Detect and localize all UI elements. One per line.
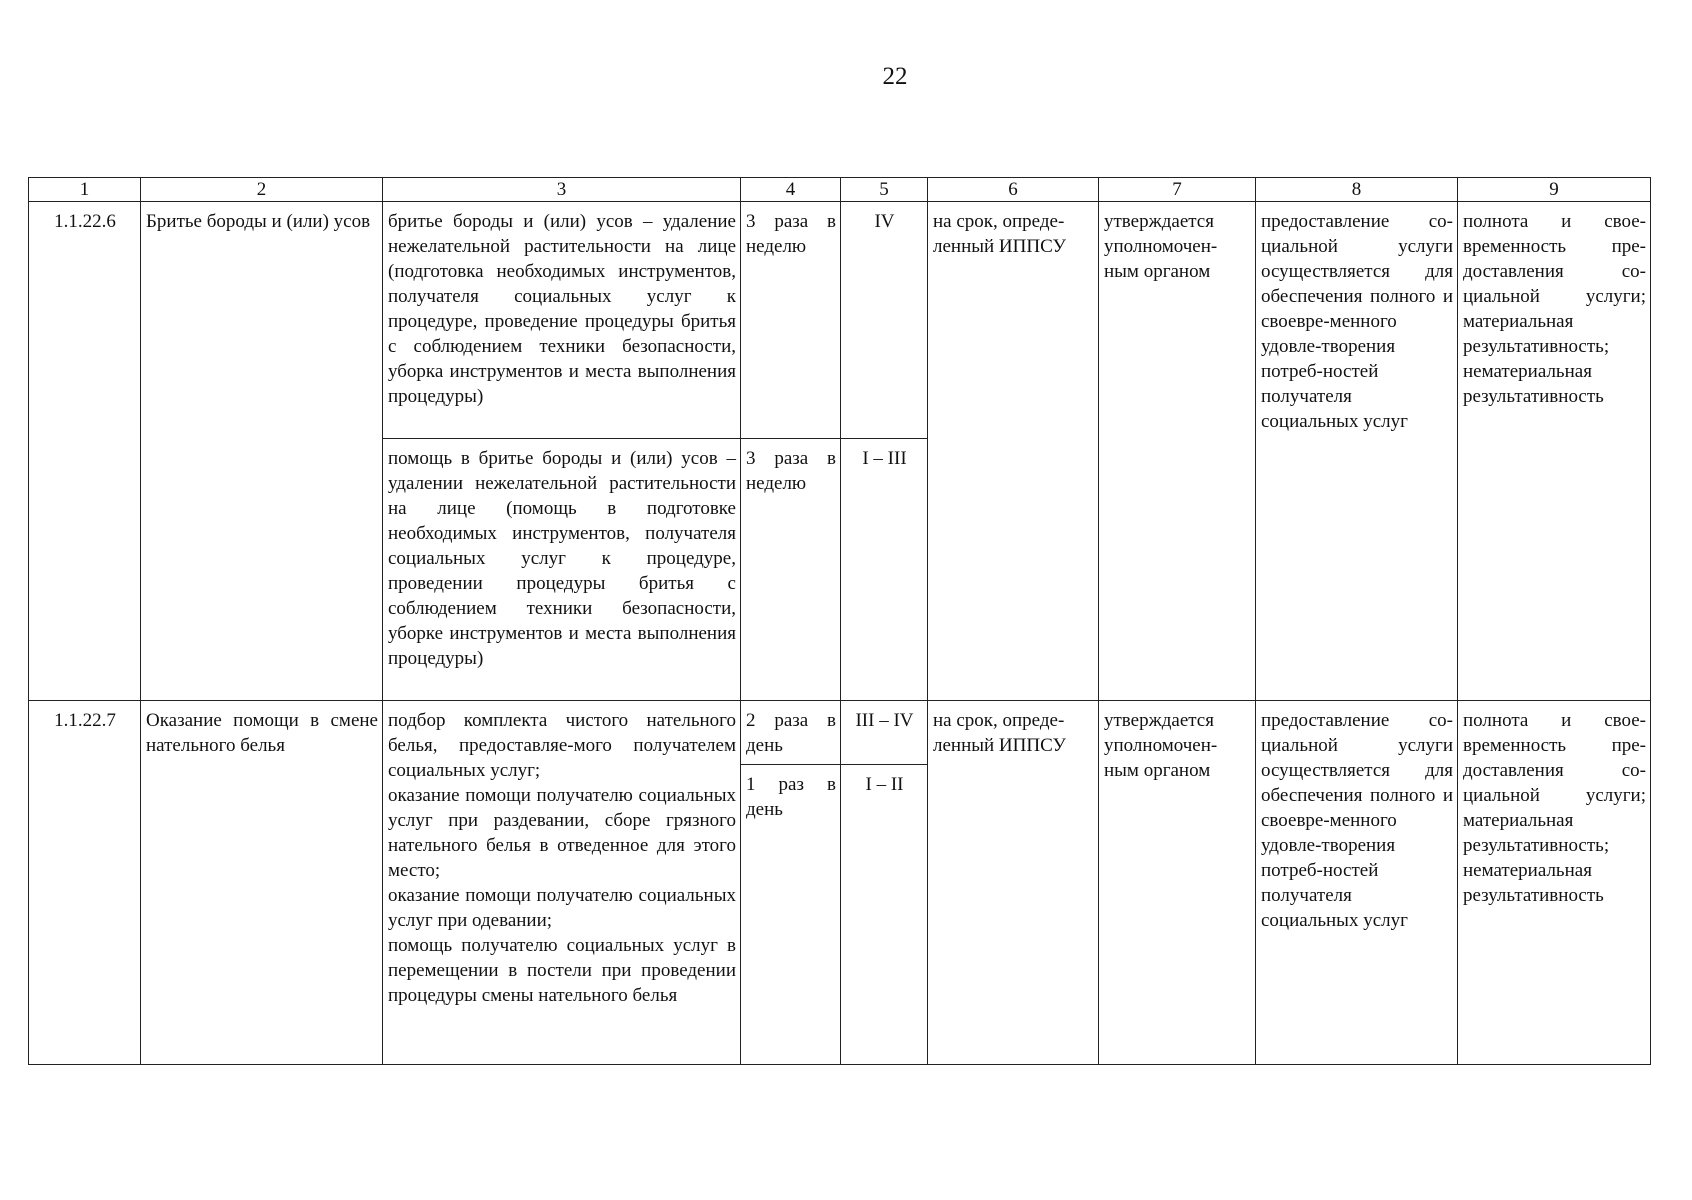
header-row [29,178,1651,202]
service-code-cell: 1.1.22.6 [29,202,141,701]
service-description-cell: помощь в бритье бороды и (или) усов – удалении нежелательной растительности на лице (помощь в подготовке необходимых инструментов, получателя социальных услуг к процедуре, проведении процедуры бритья с соблюдением техники безопасности, уборке инструментов и места выполнения процедуры) [383,439,741,701]
frequency-cell: 3 раза в неделю [741,439,841,701]
page-number: 22 [882,63,908,90]
conditions-cell: предоставление со-циальной услуги осуществляется для обеспечения полного и своевре-менного удовле-творения потреб-ностей получателя социальных услуг [1256,202,1458,701]
services-table [28,177,1651,1065]
table-row [29,202,1651,439]
frequency-cell: 2 раза в день [741,701,841,765]
recipient-group-cell: I – II [841,765,928,1065]
header-cell-9: 9 [1458,178,1651,202]
header-cell-2: 2 [141,178,383,202]
header-cell-4: 4 [741,178,841,202]
service-description-cell: бритье бороды и (или) усов – удаление нежелательной растительности на лице (подготовка необходимых инструментов, получателя социальных услуг к процедуре, проведение процедуры бритья с соблюдением техники безопасности, уборка инструментов и места выполнения процедуры) [383,202,741,439]
recipient-group-cell: I – III [841,439,928,701]
conditions-cell: предоставление со-циальной услуги осуществляется для обеспечения полного и своевре-менного удовле-творения потреб-ностей получателя социальных услуг [1256,701,1458,1065]
recipient-group-cell: IV [841,202,928,439]
cost-cell: утверждается уполномочен-ным органом [1099,202,1256,701]
frequency-cell: 1 раз в день [741,765,841,1065]
header-cell-7: 7 [1099,178,1256,202]
header-cell-6: 6 [928,178,1099,202]
term-cell: на срок, опреде-ленный ИППСУ [928,202,1099,701]
indicators-cell: полнота и свое-временность пре-доставления со-циальной услуги; материальная результативность; нематериальная результативность [1458,202,1651,701]
cost-cell: утверждается уполномочен-ным органом [1099,701,1256,1065]
term-cell: на срок, опреде-ленный ИППСУ [928,701,1099,1065]
service-description-cell: подбор комплекта чистого нательного белья, предоставляе-мого получателем социальных услуг; оказание помощи получателю социальных услуг при раздевании, сборе грязного нательного белья в отведенное для этого место; оказание помощи получателю социальных услуг при одевании; помощь получателю социальных услуг в перемещении в постели при проведении процедуры смены нательного белья [383,701,741,1065]
header-cell-5: 5 [841,178,928,202]
header-cell-1: 1 [29,178,141,202]
table-row [29,701,1651,765]
header-cell-3: 3 [383,178,741,202]
service-name-cell: Бритье бороды и (или) усов [141,202,383,701]
header-cell-8: 8 [1256,178,1458,202]
frequency-cell: 3 раза в неделю [741,202,841,439]
service-code-cell: 1.1.22.7 [29,701,141,1065]
service-name-cell: Оказание помощи в смене нательного белья [141,701,383,1065]
indicators-cell: полнота и свое-временность пре-доставления со-циальной услуги; материальная результативность; нематериальная результативность [1458,701,1651,1065]
recipient-group-cell: III – IV [841,701,928,765]
